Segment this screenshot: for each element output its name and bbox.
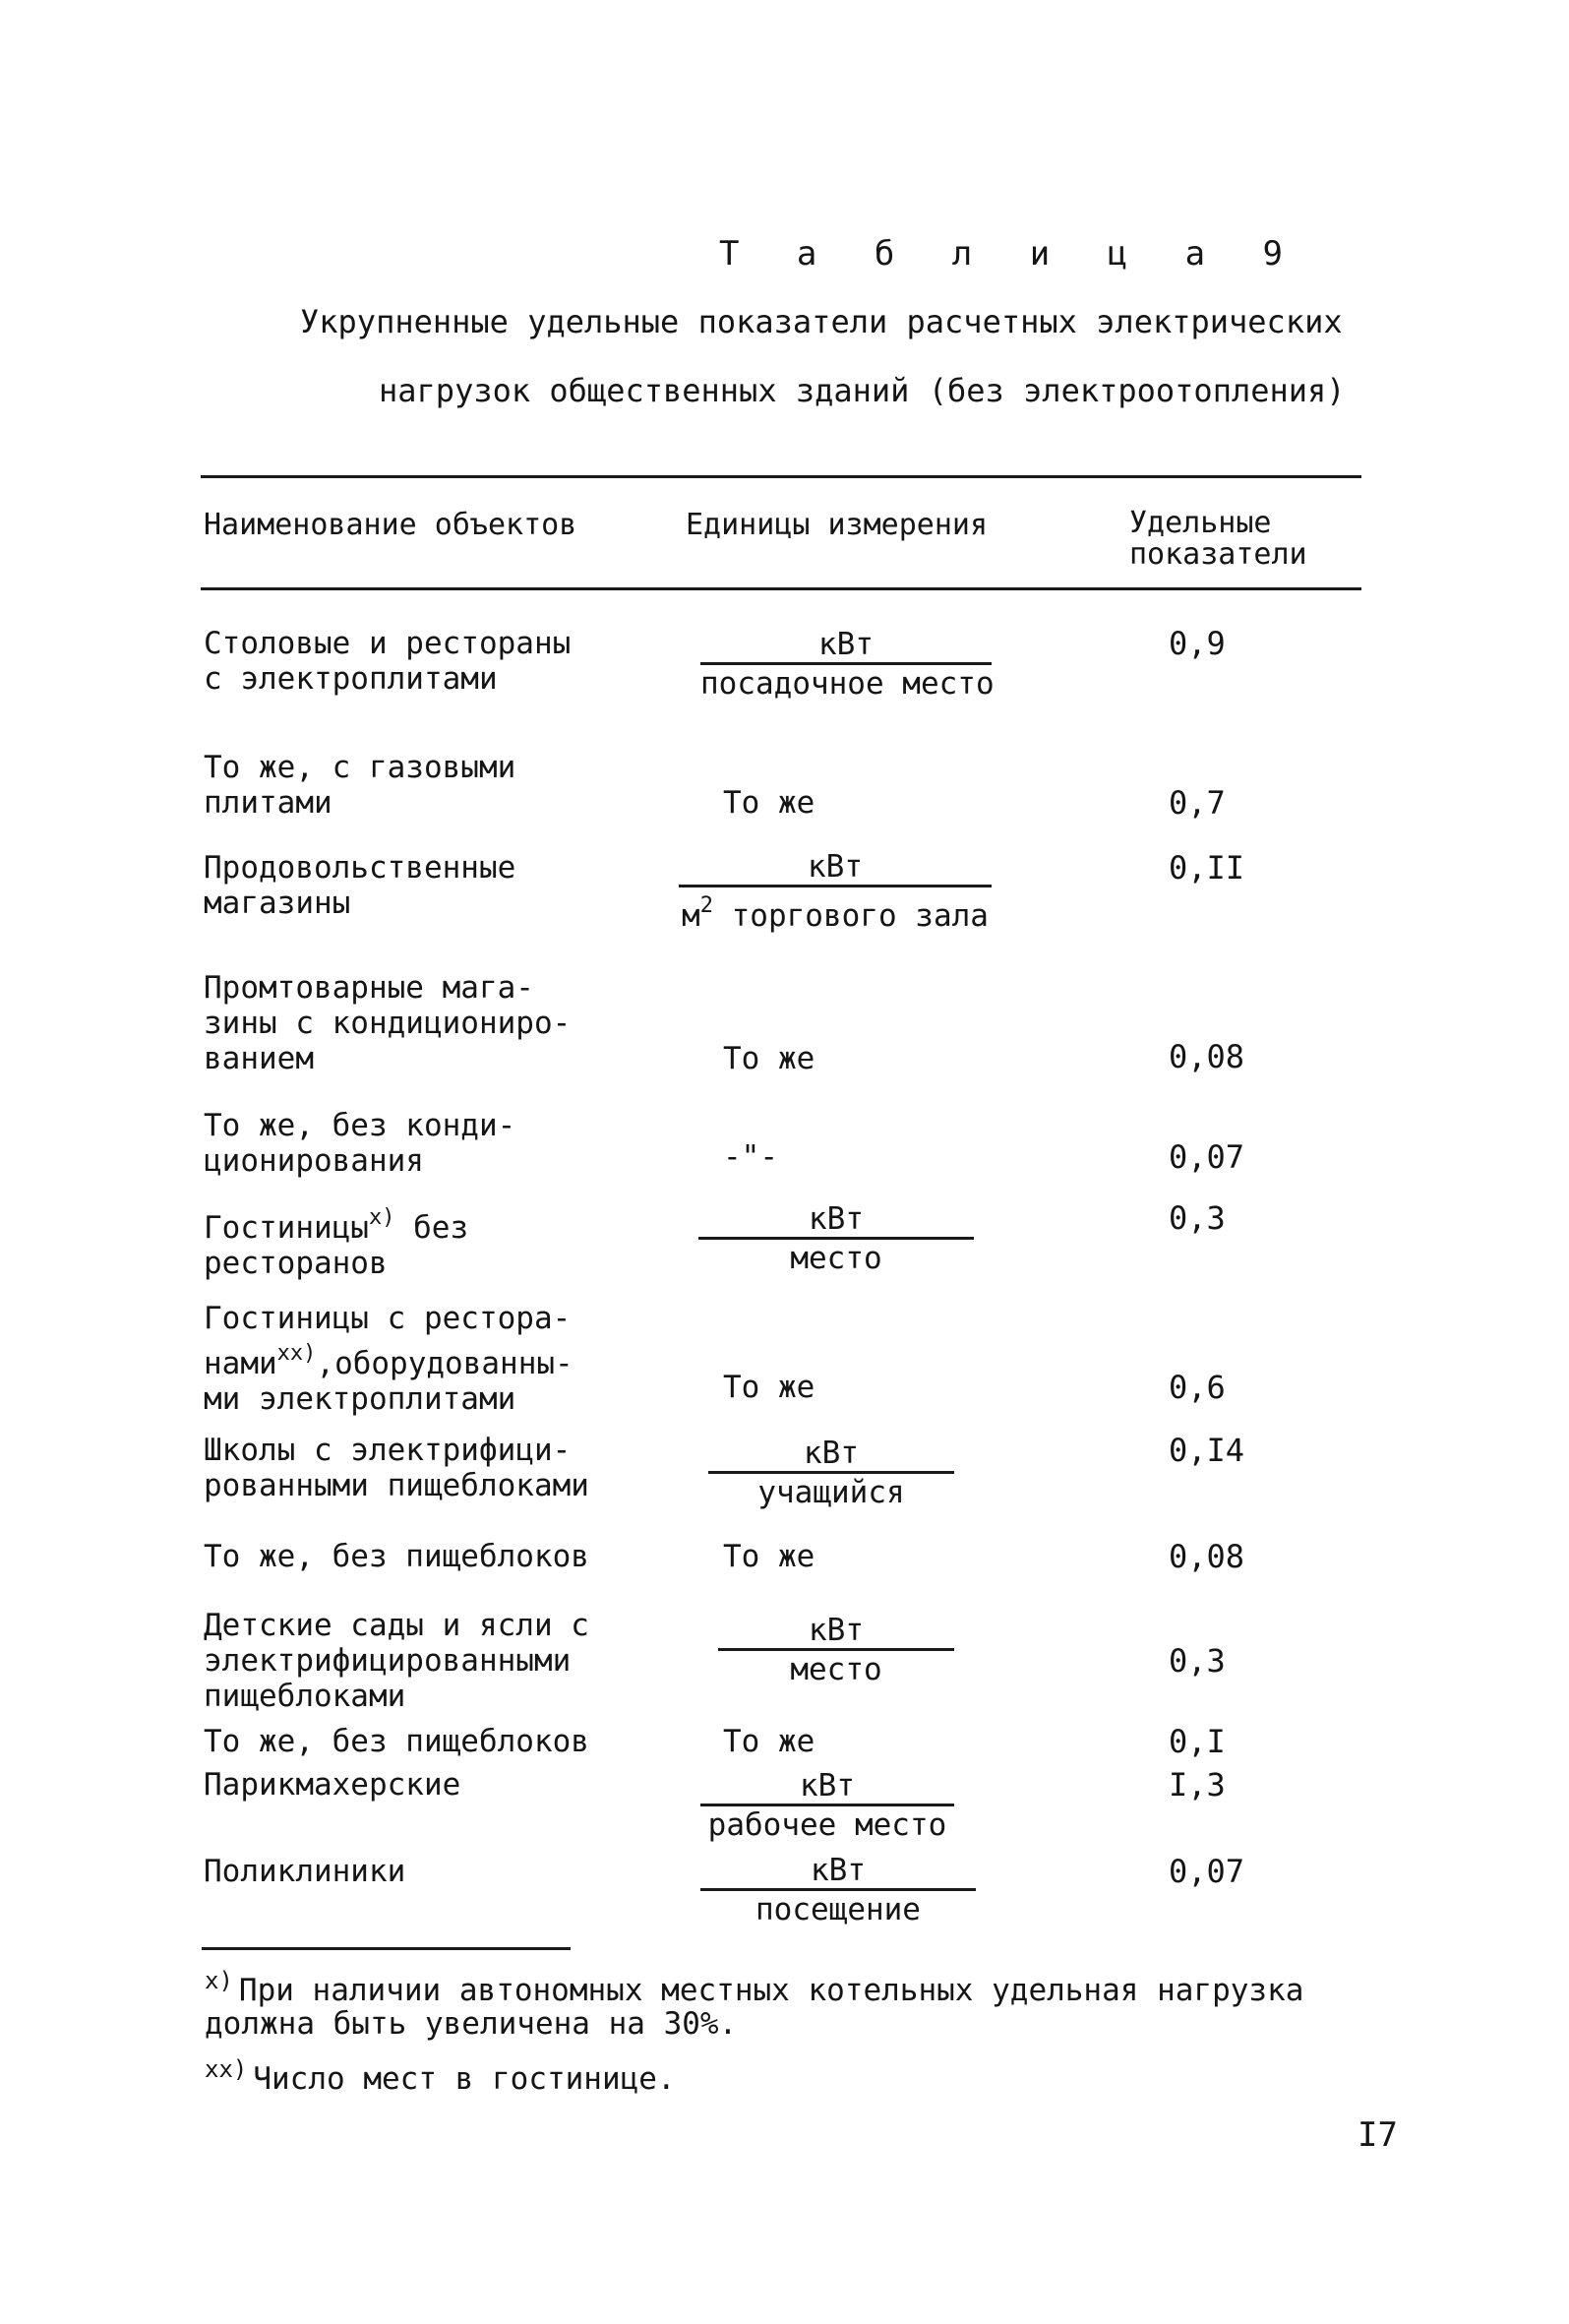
unit-denominator — [679, 887, 992, 933]
row-value: 0,9 — [1169, 625, 1226, 662]
unit-numerator: кВт — [708, 1437, 954, 1474]
row-unit: То же — [723, 1539, 815, 1574]
table-title-line-2: нагрузок общественных зданий (без электроотопления) — [379, 372, 1346, 409]
footnote-2 — [205, 2052, 1188, 2096]
row-name — [204, 1301, 573, 1417]
row-unit: То же — [723, 1041, 815, 1076]
row-name: То же, без пищеблоков — [204, 1724, 589, 1759]
row-unit: То же — [723, 785, 815, 821]
row-value: 0,I4 — [1169, 1432, 1245, 1469]
unit-fraction — [718, 1614, 954, 1686]
footnote-rule — [202, 1947, 571, 1950]
row-name-continued: без ресторанов — [204, 1210, 469, 1281]
unit-numerator: кВт — [700, 1769, 954, 1806]
row-unit: -"- — [723, 1139, 778, 1175]
row-unit: То же — [723, 1724, 815, 1759]
row-value: 0,6 — [1169, 1369, 1226, 1406]
unit-fraction — [708, 1437, 954, 1509]
column-header-name: Наименование объектов — [204, 508, 577, 542]
row-value: 0,07 — [1169, 1853, 1245, 1890]
unit-denominator: посадочное место — [700, 666, 995, 702]
unit-fraction — [698, 1202, 974, 1275]
row-value: 0,08 — [1169, 1538, 1245, 1575]
footnote-text: Число мест в гостинице. — [253, 2061, 676, 2097]
row-value: 0,07 — [1169, 1138, 1245, 1176]
table-title-line-1: Укрупненные удельные показатели расчетных электрических — [300, 303, 1343, 340]
row-name-text: Гостиницы — [204, 1210, 369, 1246]
row-name: То же, с газовыми плитами — [204, 750, 516, 821]
unit-numerator: кВт — [698, 1202, 974, 1240]
row-value: 0,II — [1169, 849, 1245, 887]
row-value: 0,3 — [1169, 1642, 1226, 1680]
row-value: 0,7 — [1169, 784, 1226, 822]
row-name: Столовые и рестораны с электроплитами — [204, 626, 572, 697]
row-name: Детские сады и ясли с электрифицированными пищеблоками — [204, 1608, 589, 1714]
footnote-ref: xx) — [276, 1341, 317, 1366]
row-name — [204, 1200, 468, 1281]
footnote-ref: x) — [368, 1205, 395, 1230]
row-name: Поликлиники — [204, 1854, 406, 1889]
unit-denominator: рабочее место — [707, 1807, 947, 1843]
row-name: Продовольственные магазины — [204, 850, 516, 921]
column-header-value: Удельные показатели — [1129, 506, 1307, 572]
footnote-mark: x) — [205, 1967, 233, 1994]
row-name: То же, без конди- ционирования — [204, 1108, 516, 1179]
unit-fraction — [700, 627, 995, 702]
unit-denominator: место — [790, 1241, 882, 1276]
row-name-continued: ,оборудованны- ми электроплитами — [204, 1346, 573, 1417]
unit-fraction — [700, 1769, 954, 1842]
unit-denominator: учащийся — [757, 1475, 905, 1510]
row-name: Промтоварные мага- зины с кондициониро- ванием — [204, 970, 572, 1076]
footnote-mark: xx) — [205, 2055, 248, 2083]
row-name-text: Гостиницы с рестора- нами — [204, 1301, 572, 1381]
unit-numerator: кВт — [700, 1854, 976, 1891]
unit-denominator: место — [790, 1652, 882, 1687]
unit-numerator: кВт — [679, 850, 992, 887]
footnote-text: При наличии автономных местных котельных удельная нагрузка должна быть увеличена на 30%. — [205, 1973, 1304, 2042]
row-value: I,3 — [1169, 1766, 1226, 1804]
table-header-rule — [201, 587, 1361, 590]
table-caption: Т а б л и ц а 9 — [718, 234, 1301, 274]
row-value: 0,I — [1169, 1723, 1226, 1760]
row-value: 0,08 — [1169, 1038, 1245, 1075]
page-number: I7 — [1358, 2115, 1398, 2155]
row-name: То же, без пищеблоков — [204, 1539, 589, 1574]
table-top-rule — [201, 475, 1361, 478]
column-header-unit: Единицы измерения — [686, 508, 989, 542]
unit-fraction — [700, 1854, 976, 1926]
unit-denominator-text: торгового зала — [731, 898, 989, 934]
unit-prefix: м — [682, 898, 700, 934]
unit-fraction — [679, 850, 992, 933]
footnote-1 — [205, 1964, 1385, 2041]
unit-denominator: посещение — [755, 1892, 921, 1927]
unit-numerator: кВт — [700, 628, 992, 665]
row-unit: То же — [723, 1370, 815, 1405]
row-value: 0,3 — [1169, 1199, 1226, 1237]
unit-numerator: кВт — [718, 1614, 954, 1651]
row-name: Парикмахерские — [204, 1767, 461, 1803]
unit-superscript: 2 — [699, 893, 713, 918]
row-name: Школы с электрифици- рованными пищеблоками — [204, 1433, 589, 1503]
